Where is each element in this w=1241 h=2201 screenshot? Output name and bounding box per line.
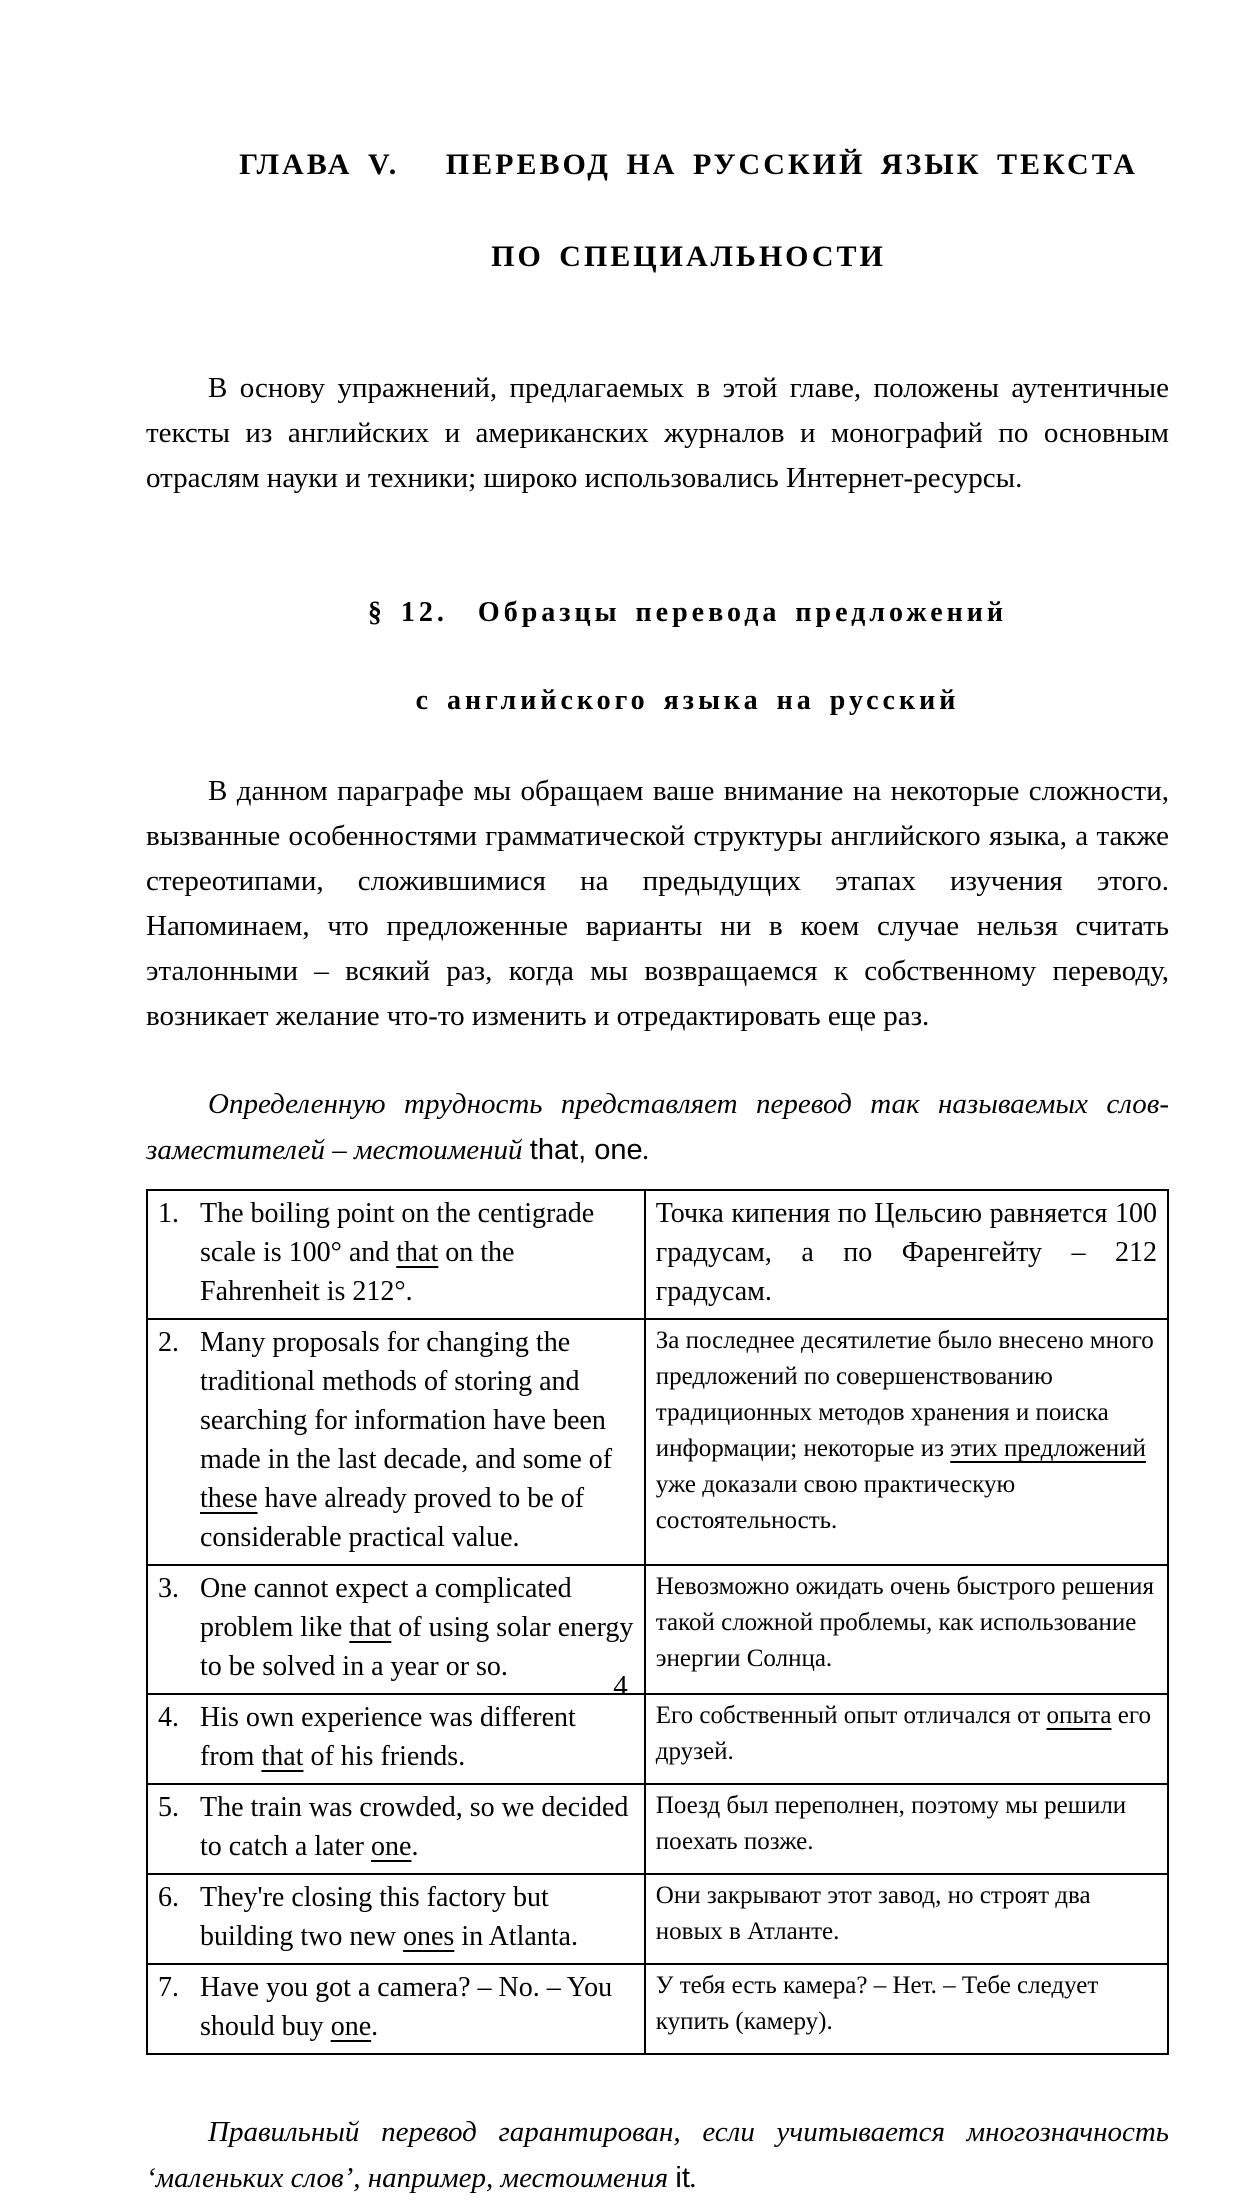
section-heading-line1: § 12. Образцы перевода предложений <box>367 597 1008 628</box>
english-sentence <box>200 1194 634 1311</box>
text-segment: Они закрывают этот завод, но строят два новых в Атланте. <box>655 1882 1091 1945</box>
english-cell <box>147 1964 645 2054</box>
english-sentence <box>200 1878 634 1956</box>
chapter-title-line1: ГЛАВА V. ПЕРЕВОД НА РУССКИЙ ЯЗЫК ТЕКСТА <box>239 148 1138 181</box>
section-paragraph: В данном параграфе мы обращаем ваше внимание на некоторые сложности, вызванные особенностями грамматической структуры английского языка, а также стереотипами, сложившимися на предыдущих этапах изучения этого. Напоминаем, что предложенные варианты ни в коем случае нельзя считать эталонными – всякий раз, когда мы возвращаемся к собственному переводу, возникает желание что-то изменить и отредактировать еще раз. <box>146 775 1169 1032</box>
row-number: 6. <box>158 1882 179 1913</box>
row-number: 5. <box>158 1792 179 1823</box>
english-sentence <box>200 1323 634 1557</box>
row-number: 3. <box>158 1573 179 1604</box>
text-segment: У тебя есть камера? – Нет. – Тебе следует купить (камеру). <box>655 1972 1099 2035</box>
english-sentence <box>200 1968 634 2046</box>
english-cell <box>147 1784 645 1874</box>
chapter-title <box>146 96 1169 326</box>
text-segment: За последнее десятилетие было внесено много предложений по совершенствованию традиционных методов хранения и поиска информации; некоторые из <box>655 1327 1154 1462</box>
text-segment: . <box>642 1134 650 1166</box>
text-segment: have already proved to be of considerable practical value. <box>200 1483 585 1553</box>
text-segment: Точка кипения по Цельсию равняется 100 градусам, а по Фаренгейту – 212 градусам. <box>655 1198 1157 1307</box>
section-heading-line2: с английского языка на русский <box>415 685 960 716</box>
table-row <box>147 1964 1168 2054</box>
text-segment: Определенную трудность представляет перевод так называемых слов-заместителей – местоимений <box>146 1088 1169 1166</box>
text-segment: it <box>675 2162 690 2194</box>
text-segment: The train was crowded, so we decided to catch a later <box>200 1792 629 1862</box>
text-segment: Правильный перевод гарантирован, если учитывается многозначность ‘маленьких слов’, например, местоимения <box>146 2116 1169 2194</box>
table-row <box>147 1319 1168 1565</box>
english-sentence <box>200 1698 634 1776</box>
underlined-word: that <box>261 1741 304 1772</box>
text-segment: One cannot expect a complicated problem like <box>200 1573 572 1643</box>
text-segment: that, one <box>529 1134 643 1166</box>
english-cell <box>147 1190 645 1319</box>
page-number: 4 <box>613 1670 628 1702</box>
underlined-word: one <box>330 2011 372 2042</box>
table-row <box>147 1784 1168 1874</box>
russian-cell <box>645 1874 1168 1964</box>
closing-note <box>146 2109 1169 2201</box>
english-cell <box>147 1874 645 1964</box>
russian-cell <box>645 1190 1168 1319</box>
underlined-word: that <box>349 1612 392 1643</box>
row-number: 1. <box>158 1198 179 1229</box>
underlined-word: опыта <box>1046 1702 1112 1729</box>
text-segment: on the Fahrenheit is 212°. <box>200 1237 515 1307</box>
text-segment: Его собственный опыт отличался от <box>655 1702 1047 1729</box>
underlined-word: этих предложений <box>950 1435 1146 1462</box>
english-cell <box>147 1319 645 1565</box>
lead-note <box>146 1081 1169 1173</box>
russian-cell <box>645 1784 1168 1874</box>
table-row <box>147 1874 1168 1964</box>
russian-cell <box>645 1964 1168 2054</box>
text-segment: Поезд был переполнен, поэтому мы решили поехать позже. <box>655 1792 1127 1855</box>
examples-table-body <box>147 1190 1168 2054</box>
text-segment: They're closing this factory but building two new <box>200 1882 549 1952</box>
text-segment: Many proposals for changing the traditional methods of storing and searching for information have been made in the last decade, and some of <box>200 1327 613 1475</box>
text-segment: . <box>689 2162 698 2194</box>
text-segment: уже доказали свою практическую состоятельность. <box>655 1471 1016 1534</box>
text-segment: of his friends. <box>303 1741 466 1772</box>
examples-table <box>146 1189 1169 2055</box>
text-segment: His own experience was different from <box>200 1702 576 1772</box>
text-segment: . <box>411 1831 419 1862</box>
intro-paragraph: В основу упражнений, предлагаемых в этой главе, положены аутентичные тексты из английских и американских журналов и монографий по основным отраслям науки и техники; широко использовались Интернет-ресурсы. <box>146 372 1169 494</box>
row-number: 4. <box>158 1702 179 1733</box>
text-segment: The boiling point on the centigrade scale is 100° and <box>200 1198 595 1268</box>
text-segment: его друзей. <box>655 1702 1151 1765</box>
english-cell <box>147 1694 645 1784</box>
section-heading <box>146 547 1169 767</box>
english-sentence <box>200 1788 634 1866</box>
table-row <box>147 1190 1168 1319</box>
text-segment: Невозможно ожидать очень быстрого решения такой сложной проблемы, как использование энергии Солнца. <box>655 1573 1154 1672</box>
chapter-title-line2: ПО СПЕЦИАЛЬНОСТИ <box>491 240 886 273</box>
text-segment: of using solar energy to be solved in a year or so. <box>200 1612 634 1682</box>
row-number: 2. <box>158 1327 179 1358</box>
underlined-word: these <box>200 1483 258 1514</box>
text-segment: Have you got a camera? – No. – You should buy <box>200 1972 613 2042</box>
row-number: 7. <box>158 1972 179 2003</box>
russian-cell <box>645 1319 1168 1565</box>
underlined-word: ones <box>403 1921 455 1952</box>
table-row <box>147 1694 1168 1784</box>
underlined-word: that <box>396 1237 439 1268</box>
underlined-word: one <box>371 1831 412 1862</box>
text-segment: in Atlanta. <box>454 1921 578 1952</box>
text-segment: . <box>371 2011 379 2042</box>
english-sentence <box>200 1569 634 1686</box>
russian-cell <box>645 1694 1168 1784</box>
